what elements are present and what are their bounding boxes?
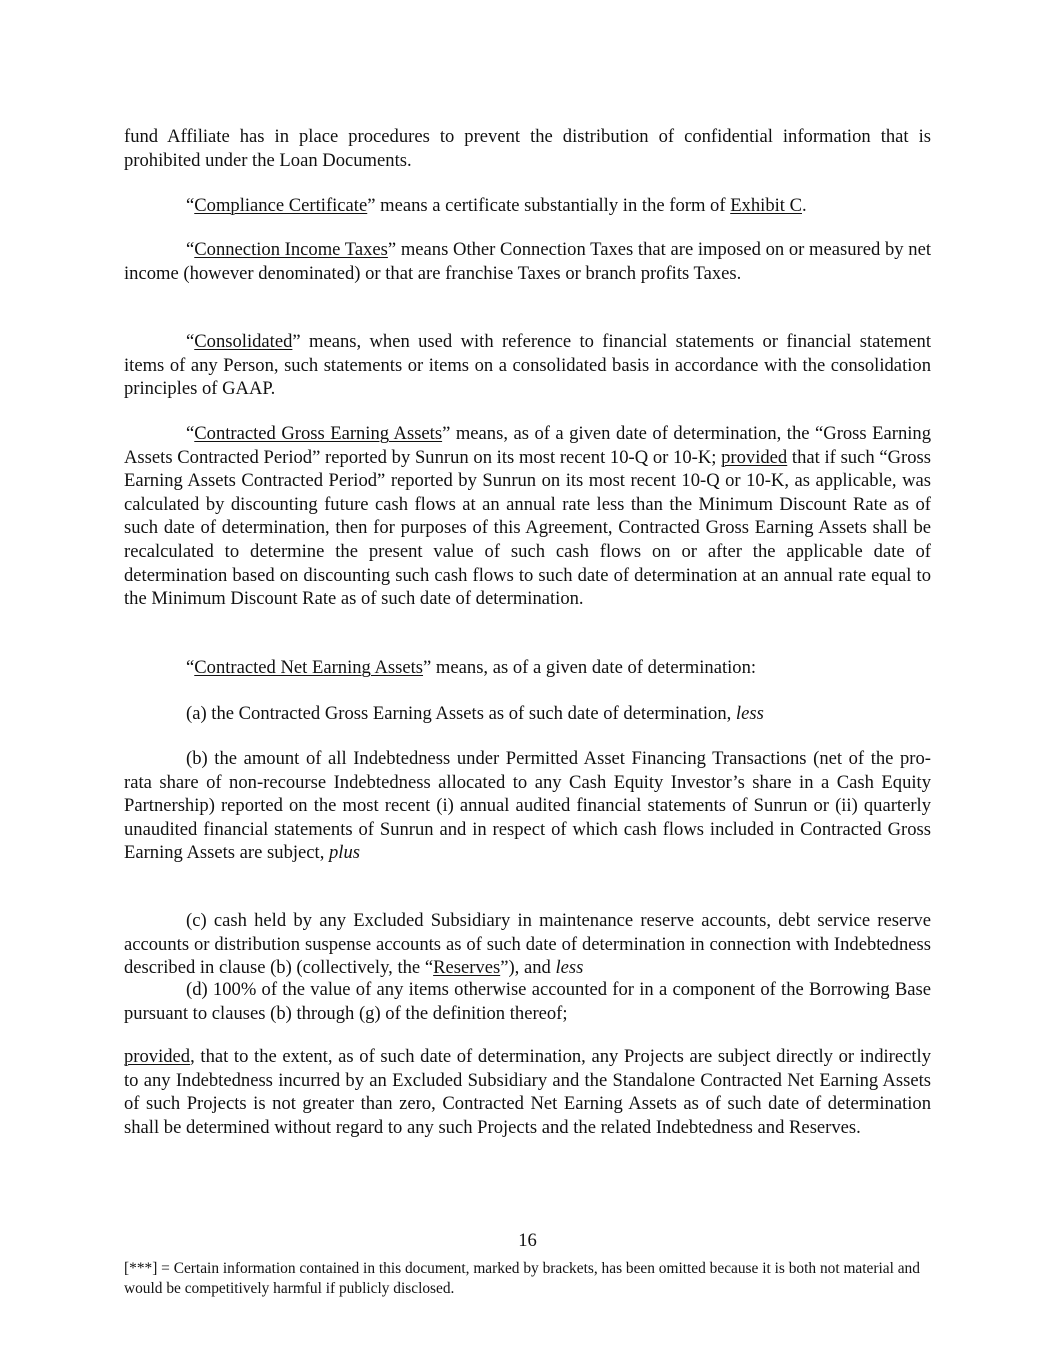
definition-compliance-certificate [124, 194, 931, 218]
clause-b [124, 747, 931, 865]
open-quote: “ [186, 331, 195, 352]
period: . [802, 195, 807, 216]
definition-text: ” means a certificate substantially in the form of [367, 195, 731, 216]
clause-text: (b) the amount of all Indebtedness under Permitted Asset Financing Transactions (net of the pro-rata share of non-recourse Indebtedness allocated to any Cash Equity Investor’s share in a Cash Equity Partnership) reported on the most recent (i) annual audited financial statements of Sunrun or (ii) quarterly unaudited financial statements of Sunrun and in respect of which cash flows included in Contracted Gross Earning Assets are subject, [124, 748, 931, 864]
exhibit-reference: Exhibit C [730, 195, 802, 216]
definition-text: ” means, as of a given date of determination, the “Gross Earning Assets Contracted Period” reported by Sunrun on its most recent 10-Q or 10-K; [124, 423, 931, 468]
defined-term: Consolidated [194, 331, 293, 352]
defined-term: Contracted Gross Earning Assets [194, 423, 443, 444]
clause-a [124, 702, 931, 726]
redaction-footnote: [***] = Certain information contained in this document, marked by brackets, has been omitted because it is both not material and would be competitively harmful if publicly disclosed. [124, 1260, 920, 1297]
definition-text-continued: that if such “Gross Earning Assets Contracted Period” reported by Sunrun on its most recent 10-Q or 10-K, as applicable, was calculated by discounting future cash flows at an annual rate less than the Minimum Discount Rate as of such date of determination, then for purposes of this Agreement, Contracted Gross Earning Assets shall be recalculated to determine the present value of such cash flows on or after the applicable date of determination based on discounting such cash flows to such date of determination at an annual rate equal to the Minimum Discount Rate as of such date of determination. [124, 446, 932, 610]
definition-text: ” means Other Connection Taxes that are imposed on or measured by net income (however denominated) or that are franchise Taxes or branch profits Taxes. [124, 239, 931, 284]
clause-d [124, 978, 931, 1025]
defined-term: Contracted Net Earning Assets [194, 657, 424, 678]
definition-contracted-gross-earning-assets [124, 422, 931, 611]
clause-text: (d) 100% of the value of any items otherwise accounted for in a component of the Borrowing Base pursuant to clauses (b) through (g) of the definition thereof; [124, 979, 931, 1024]
proviso-term: provided [721, 446, 788, 468]
page-number: 16 [518, 1230, 537, 1251]
proviso-text: , that to the extent, as of such date of determination, any Projects are subject directly or indirectly to any Indebtedness incurred by an Excluded Subsidiary and the Standalone Contracted Net Earning Assets of such Projects is not greater than zero, Contracted Net Earning Assets as of such date of determination shall be determined without regard to any such Projects and the related Indebtedness and Reserves. [124, 1046, 931, 1138]
open-quote: “ [186, 657, 195, 678]
clause-operator: plus [329, 842, 360, 864]
proviso-paragraph [124, 1045, 931, 1139]
defined-term: Connection Income Taxes [194, 239, 388, 260]
definition-contracted-net-earning-assets [124, 656, 931, 680]
open-quote: “ [186, 423, 195, 444]
proviso-term: provided [124, 1046, 191, 1067]
paragraph-continuation [124, 125, 931, 172]
open-quote: “ [186, 239, 195, 260]
definition-text: ” means, when used with reference to financial statements or financial statement items of any Person, such statements or items on a consolidated basis in accordance with the consolidation principles of GAAP. [124, 331, 931, 400]
clause-operator: less [735, 703, 764, 724]
definition-connection-income-taxes [124, 238, 931, 285]
definition-text: ” means, as of a given date of determination: [423, 657, 757, 678]
definition-consolidated [124, 330, 931, 401]
clause-operator: less [555, 957, 584, 979]
clause-text-continued: ”), and [500, 957, 556, 979]
clause-c [124, 909, 931, 980]
clause-text: (c) cash held by any Excluded Subsidiary in maintenance reserve accounts, debt service reserve accounts or distribution suspense accounts as of such date of determination in connection with Indebtedness described in clause (b) (collectively, the “ [124, 910, 931, 979]
defined-term: Compliance Certificate [194, 195, 368, 216]
clause-text: (a) the Contracted Gross Earning Assets as of such date of determination, [186, 703, 736, 724]
defined-term: Reserves [433, 957, 501, 979]
paragraph-text: fund Affiliate has in place procedures to prevent the distribution of confidential information that is prohibited under the Loan Documents. [124, 126, 931, 171]
open-quote: “ [186, 195, 195, 216]
